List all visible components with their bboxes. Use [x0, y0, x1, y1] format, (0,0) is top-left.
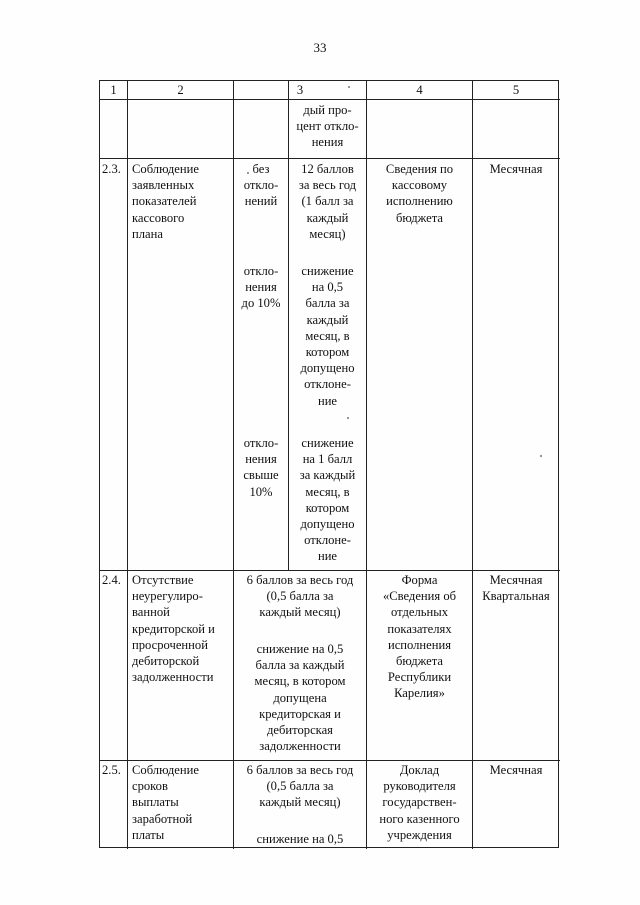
row-divider-3 — [100, 760, 560, 761]
scan-speck — [247, 172, 249, 174]
header-col-2: 2 — [177, 83, 184, 97]
row-2-5-number: 2.5. — [102, 763, 121, 777]
row-2-4-periodicity: Месячная Квартальная — [482, 573, 550, 604]
row-2-3-source: Сведения по кассовому исполнению бюджета — [385, 162, 454, 225]
row-2-5-source: Доклад руководителя государствен- ного казенного учреждения — [379, 763, 460, 842]
page-number: 33 — [313, 40, 327, 55]
row-2-3-condition-1: без отклo- нений — [243, 162, 279, 209]
row-2-4-score-base: 6 баллов за весь год (0,5 балла за каждый месяц) — [246, 573, 354, 620]
header-col-1: 1 — [110, 83, 117, 97]
row-2-5-score-reduction: снижение на 0,5 — [256, 832, 344, 846]
row-2-3-criterion: Соблюдение заявленных показателей кассового плана — [132, 162, 199, 241]
row-2-5-periodicity: Месячная — [489, 763, 543, 777]
row-2-3-score-3: снижение на 1 балл за каждый месяц, в котором допущено отклоне- ние — [299, 436, 356, 564]
row-2-3-score-1: 12 баллов за весь год (1 балл за каждый месяц) — [298, 162, 357, 241]
scan-speck — [348, 86, 350, 88]
header-col-4: 4 — [416, 83, 423, 97]
scan-speck — [540, 455, 542, 457]
row-2-5-score-base: 6 баллов за весь год (0,5 балла за каждый месяц) — [246, 763, 354, 810]
header-divider — [100, 99, 560, 100]
row-divider-2 — [100, 570, 560, 571]
row-2-4-criterion: Отсутствие неурегулиро- ванной кредиторской и просроченной дебиторской задолженности — [132, 573, 215, 685]
header-col-3: 3 — [296, 83, 304, 97]
scan-speck — [347, 417, 349, 419]
row-2-3-periodicity: Месячная — [489, 162, 543, 176]
row-2-3-condition-3: откло- нения свыше 10% — [243, 436, 279, 499]
row-2-4-number: 2.4. — [102, 573, 121, 587]
criteria-table — [99, 80, 559, 848]
row-2-4-source: Форма «Сведения об отдельных показателях исполнения бюджета Республики Карелия» — [382, 573, 457, 701]
row-divider-1 — [100, 158, 560, 159]
header-col-5: 5 — [512, 83, 520, 97]
row-2-4-score-reduction: снижение на 0,5 балла за каждый месяц, в котором допущена кредиторская и дебиторская задолженности — [254, 642, 346, 754]
row-2-3-score-2: снижение на 0,5 балла за каждый месяц, в котором допущено отклоне- ние — [300, 264, 355, 408]
continuation-score: дый про- цент откло- нения — [296, 103, 359, 150]
row-2-3-number: 2.3. — [102, 162, 121, 176]
col-divider-4 — [472, 81, 473, 849]
col-divider-1 — [127, 81, 128, 849]
row-2-3-condition-2: откло- нения до 10% — [241, 264, 281, 311]
row-2-5-criterion: Соблюдение сроков выплаты заработной платы — [132, 763, 199, 842]
